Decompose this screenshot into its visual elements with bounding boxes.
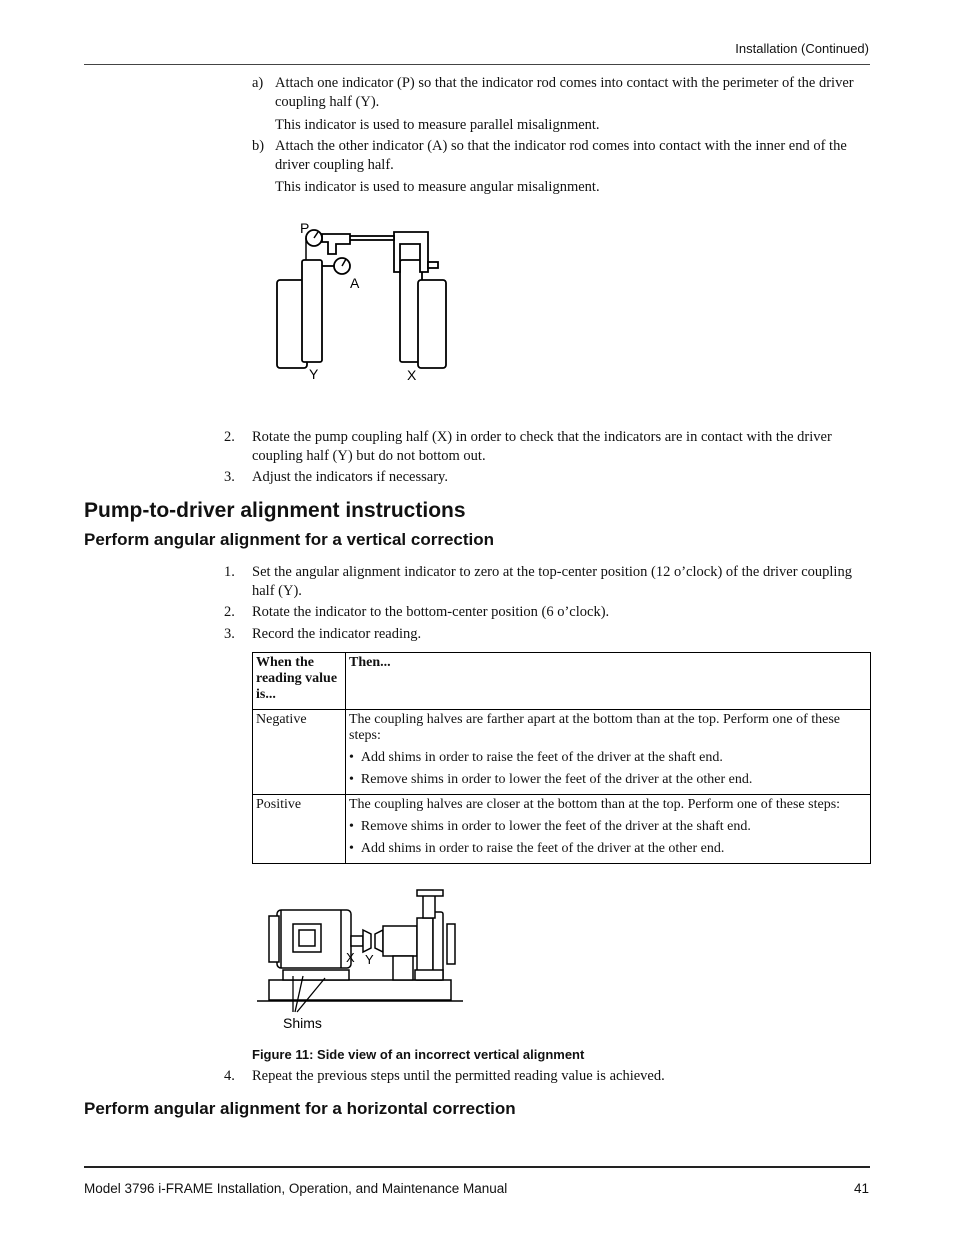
table-row bbox=[253, 710, 871, 795]
step-text: Rotate the indicator to the bottom-center position (6 o’clock). bbox=[252, 604, 610, 620]
table-row bbox=[253, 795, 871, 864]
table-cell-then bbox=[346, 795, 871, 864]
then-text: The coupling halves are farther apart at the bottom than at the top. Perform one of these steps: bbox=[349, 712, 840, 743]
substep-label: a) bbox=[252, 75, 264, 91]
step-number: 3. bbox=[224, 469, 235, 485]
substep-a bbox=[252, 74, 862, 114]
footer-rule bbox=[84, 1166, 870, 1168]
step-number: 2. bbox=[224, 604, 235, 620]
substep-label: b) bbox=[252, 138, 265, 154]
step-number: 1. bbox=[224, 564, 235, 580]
bullet-item: • Add shims in order to raise the feet of the driver at the shaft end. bbox=[349, 750, 723, 765]
table-header-when: When the reading value is... bbox=[253, 653, 346, 710]
list-item bbox=[224, 1067, 869, 1087]
header-rule bbox=[84, 64, 870, 65]
label-x: X bbox=[407, 367, 417, 383]
running-header: Installation (Continued) bbox=[735, 41, 869, 56]
step-text: Repeat the previous steps until the permitted reading value is achieved. bbox=[252, 1068, 665, 1084]
bullet-text: Add shims in order to raise the feet of the driver at the shaft end. bbox=[360, 750, 723, 765]
table-cell-when: Negative bbox=[253, 710, 346, 795]
substep-a-note: This indicator is used to measure parallel misalignment. bbox=[275, 117, 600, 133]
label-y: Y bbox=[365, 952, 374, 967]
step-text: Rotate the pump coupling half (X) in order to check that the indicators are in contact with the driver coupling half (Y) but do not bottom out. bbox=[252, 429, 832, 464]
substep-b bbox=[252, 137, 862, 177]
footer-manual-title: Model 3796 i-FRAME Installation, Operation, and Maintenance Manual bbox=[84, 1181, 508, 1196]
bullet-text: Remove shims in order to lower the feet of the driver at the shaft end. bbox=[360, 819, 751, 834]
figure-caption: Figure 11: Side view of an incorrect vertical alignment bbox=[252, 1047, 585, 1062]
step-text: Adjust the indicators if necessary. bbox=[252, 469, 448, 485]
step-number: 3. bbox=[224, 626, 235, 642]
step-number: 4. bbox=[224, 1068, 235, 1084]
label-y: Y bbox=[309, 366, 319, 382]
pump-side-view-diagram bbox=[255, 888, 470, 1036]
list-item bbox=[224, 603, 869, 623]
substep-text: Attach one indicator (P) so that the indicator rod comes into contact with the perimeter of the driver coupling half (Y). bbox=[275, 75, 854, 110]
bullet-item: • Remove shims in order to lower the feet of the driver at the shaft end. bbox=[349, 819, 751, 834]
list-item bbox=[224, 563, 869, 603]
bullet-text: Add shims in order to raise the feet of the driver at the other end. bbox=[360, 841, 725, 856]
table-header-then: Then... bbox=[346, 653, 871, 710]
table-cell-when: Positive bbox=[253, 795, 346, 864]
section-heading: Pump-to-driver alignment instructions bbox=[84, 499, 466, 522]
label-x: X bbox=[346, 950, 355, 965]
step-text: Set the angular alignment indicator to zero at the top-center position (12 o’clock) of the driver coupling half (Y). bbox=[252, 564, 852, 599]
label-p: P bbox=[300, 220, 310, 236]
substep-b-note: This indicator is used to measure angular misalignment. bbox=[275, 179, 600, 195]
subsection-heading-vertical: Perform angular alignment for a vertical correction bbox=[84, 530, 495, 549]
bullet-item: • Add shims in order to raise the feet of the driver at the other end. bbox=[349, 841, 725, 856]
table-header-row bbox=[253, 653, 871, 710]
list-item bbox=[224, 428, 869, 468]
reading-action-table bbox=[252, 652, 871, 864]
list-item bbox=[224, 625, 869, 645]
indicator-setup-diagram bbox=[260, 212, 460, 387]
label-a: A bbox=[350, 275, 360, 291]
bullet-item: • Remove shims in order to lower the feet of the driver at the other end. bbox=[349, 772, 753, 787]
bullet-text: Remove shims in order to lower the feet of the driver at the other end. bbox=[360, 772, 753, 787]
step-text: Record the indicator reading. bbox=[252, 626, 422, 642]
list-item bbox=[224, 468, 869, 488]
page-number: 41 bbox=[853, 1181, 869, 1196]
then-text: The coupling halves are closer at the bottom than at the top. Perform one of these steps: bbox=[349, 797, 841, 812]
substep-text: Attach the other indicator (A) so that the indicator rod comes into contact with the inner end of the driver coupling half. bbox=[275, 138, 847, 173]
label-shims: Shims bbox=[283, 1015, 322, 1031]
step-number: 2. bbox=[224, 429, 235, 445]
table-cell-then bbox=[346, 710, 871, 795]
subsection-heading-horizontal: Perform angular alignment for a horizontal correction bbox=[84, 1099, 516, 1118]
